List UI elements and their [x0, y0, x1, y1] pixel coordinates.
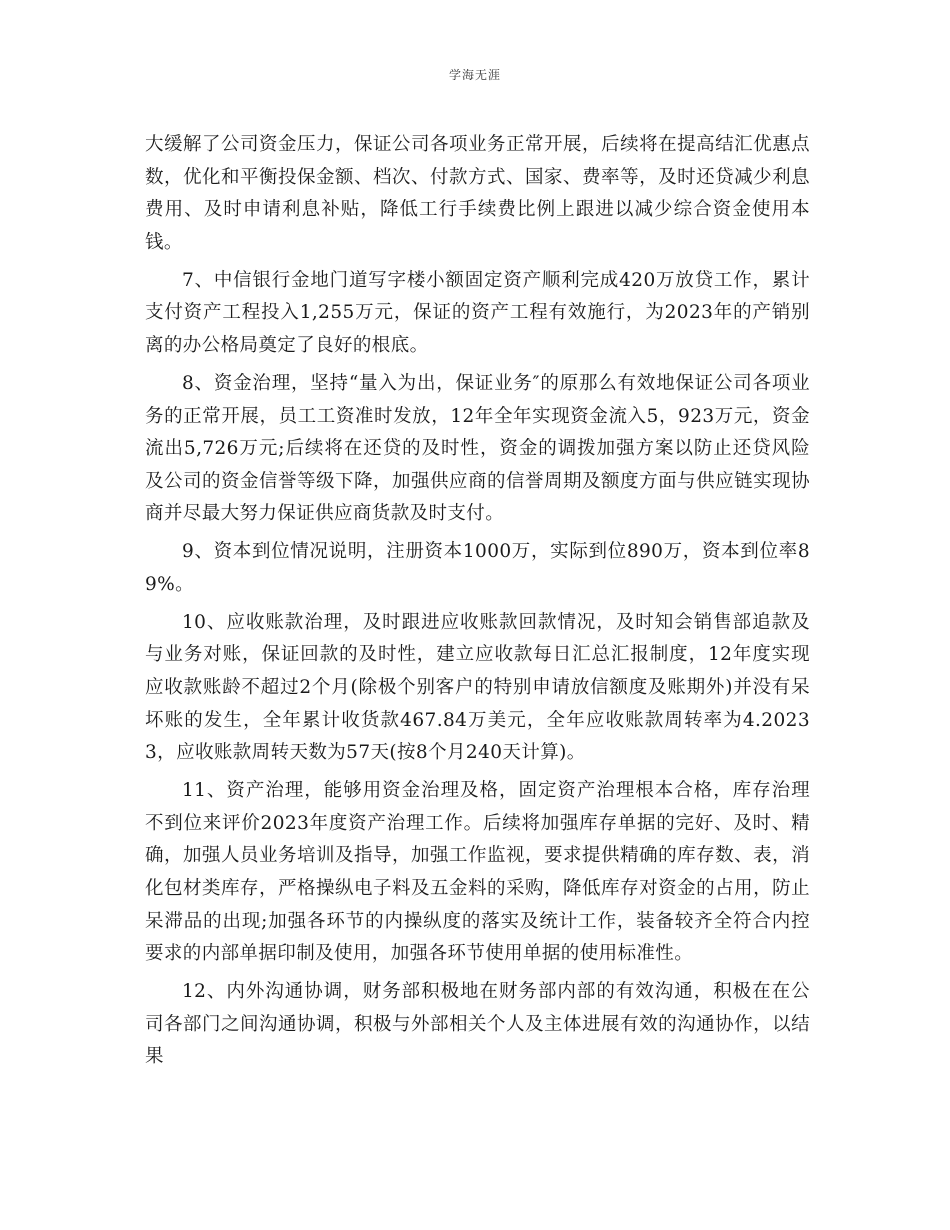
paragraph-item-8: 8、资金治理，坚持“量入为出，保证业务″的原那么有效地保证公司各项业务的正常开展，员工工资准时发放，12年全年实现资金流入5，923万元，资金流出5,726万元;后续将在还贷的及时性，资金的调拨加强方案以防止还贷风险及公司的资金信誉等级下降，加强供应商的信誉周期及额度方面与供应链实现协商并尽最大努力保证供应商货款及时支付。: [145, 372, 810, 525]
document-body: [145, 129, 810, 1079]
paragraph-item-10: 10、应收账款治理，及时跟进应收账款回款情况，及时知会销售部追款及与业务对账，保证回款的及时性，建立应收款每日汇总汇报制度，12年度实现应收款账龄不超过2个月(除极个别客户的特别申请放信额度及账期外)并没有呆坏账的发生，全年累计收货款467.84万美元，全年应收账款周转率为4.20233，应收账款周转天数为57天(按8个月240天计算)。: [145, 611, 810, 764]
paragraph-item-7: 7、中信银行金地门道写字楼小额固定资产顺利完成420万放贷工作，累计支付资产工程投入1,255万元，保证的资产工程有效施行，为2023年的产销别离的办公格局奠定了良好的根底。: [145, 269, 810, 356]
paragraph-item-11: 11、资产治理，能够用资金治理及格，固定资产治理根本合格，库存治理不到位来评价2023年度资产治理工作。后续将加强库存单据的完好、及时、精确，加强人员业务培训及指导，加强工作监视，要求提供精确的库存数、表，消化包材类库存，严格操纵电子料及五金料的采购，降低库存对资金的占用，防止呆滞品的出现;加强各环节的内操纵度的落实及统计工作，装备较齐全符合内控要求的内部单据印制及使用，加强各环节使用单据的使用标准性。: [145, 780, 810, 965]
paragraph-item-9: 9、资本到位情况说明，注册资本1000万，实际到位890万，资本到位率89%。: [145, 541, 810, 595]
paragraph-continuation: 大缓解了公司资金压力，保证公司各项业务正常开展，后续将在提高结汇优惠点数，优化和平衡投保金额、档次、付款方式、国家、费率等，及时还贷减少利息费用、及时申请利息补贴，降低工行手续费比例上跟进以减少综合资金使用本钱。: [145, 134, 810, 253]
page-header: 学海无涯: [448, 68, 501, 82]
paragraph-item-12: 12、内外沟通协调，财务部积极地在财务部内部的有效沟通，积极在在公司各部门之间沟通协调，积极与外部相关个人及主体进展有效的沟通协作，以结果: [145, 981, 810, 1068]
